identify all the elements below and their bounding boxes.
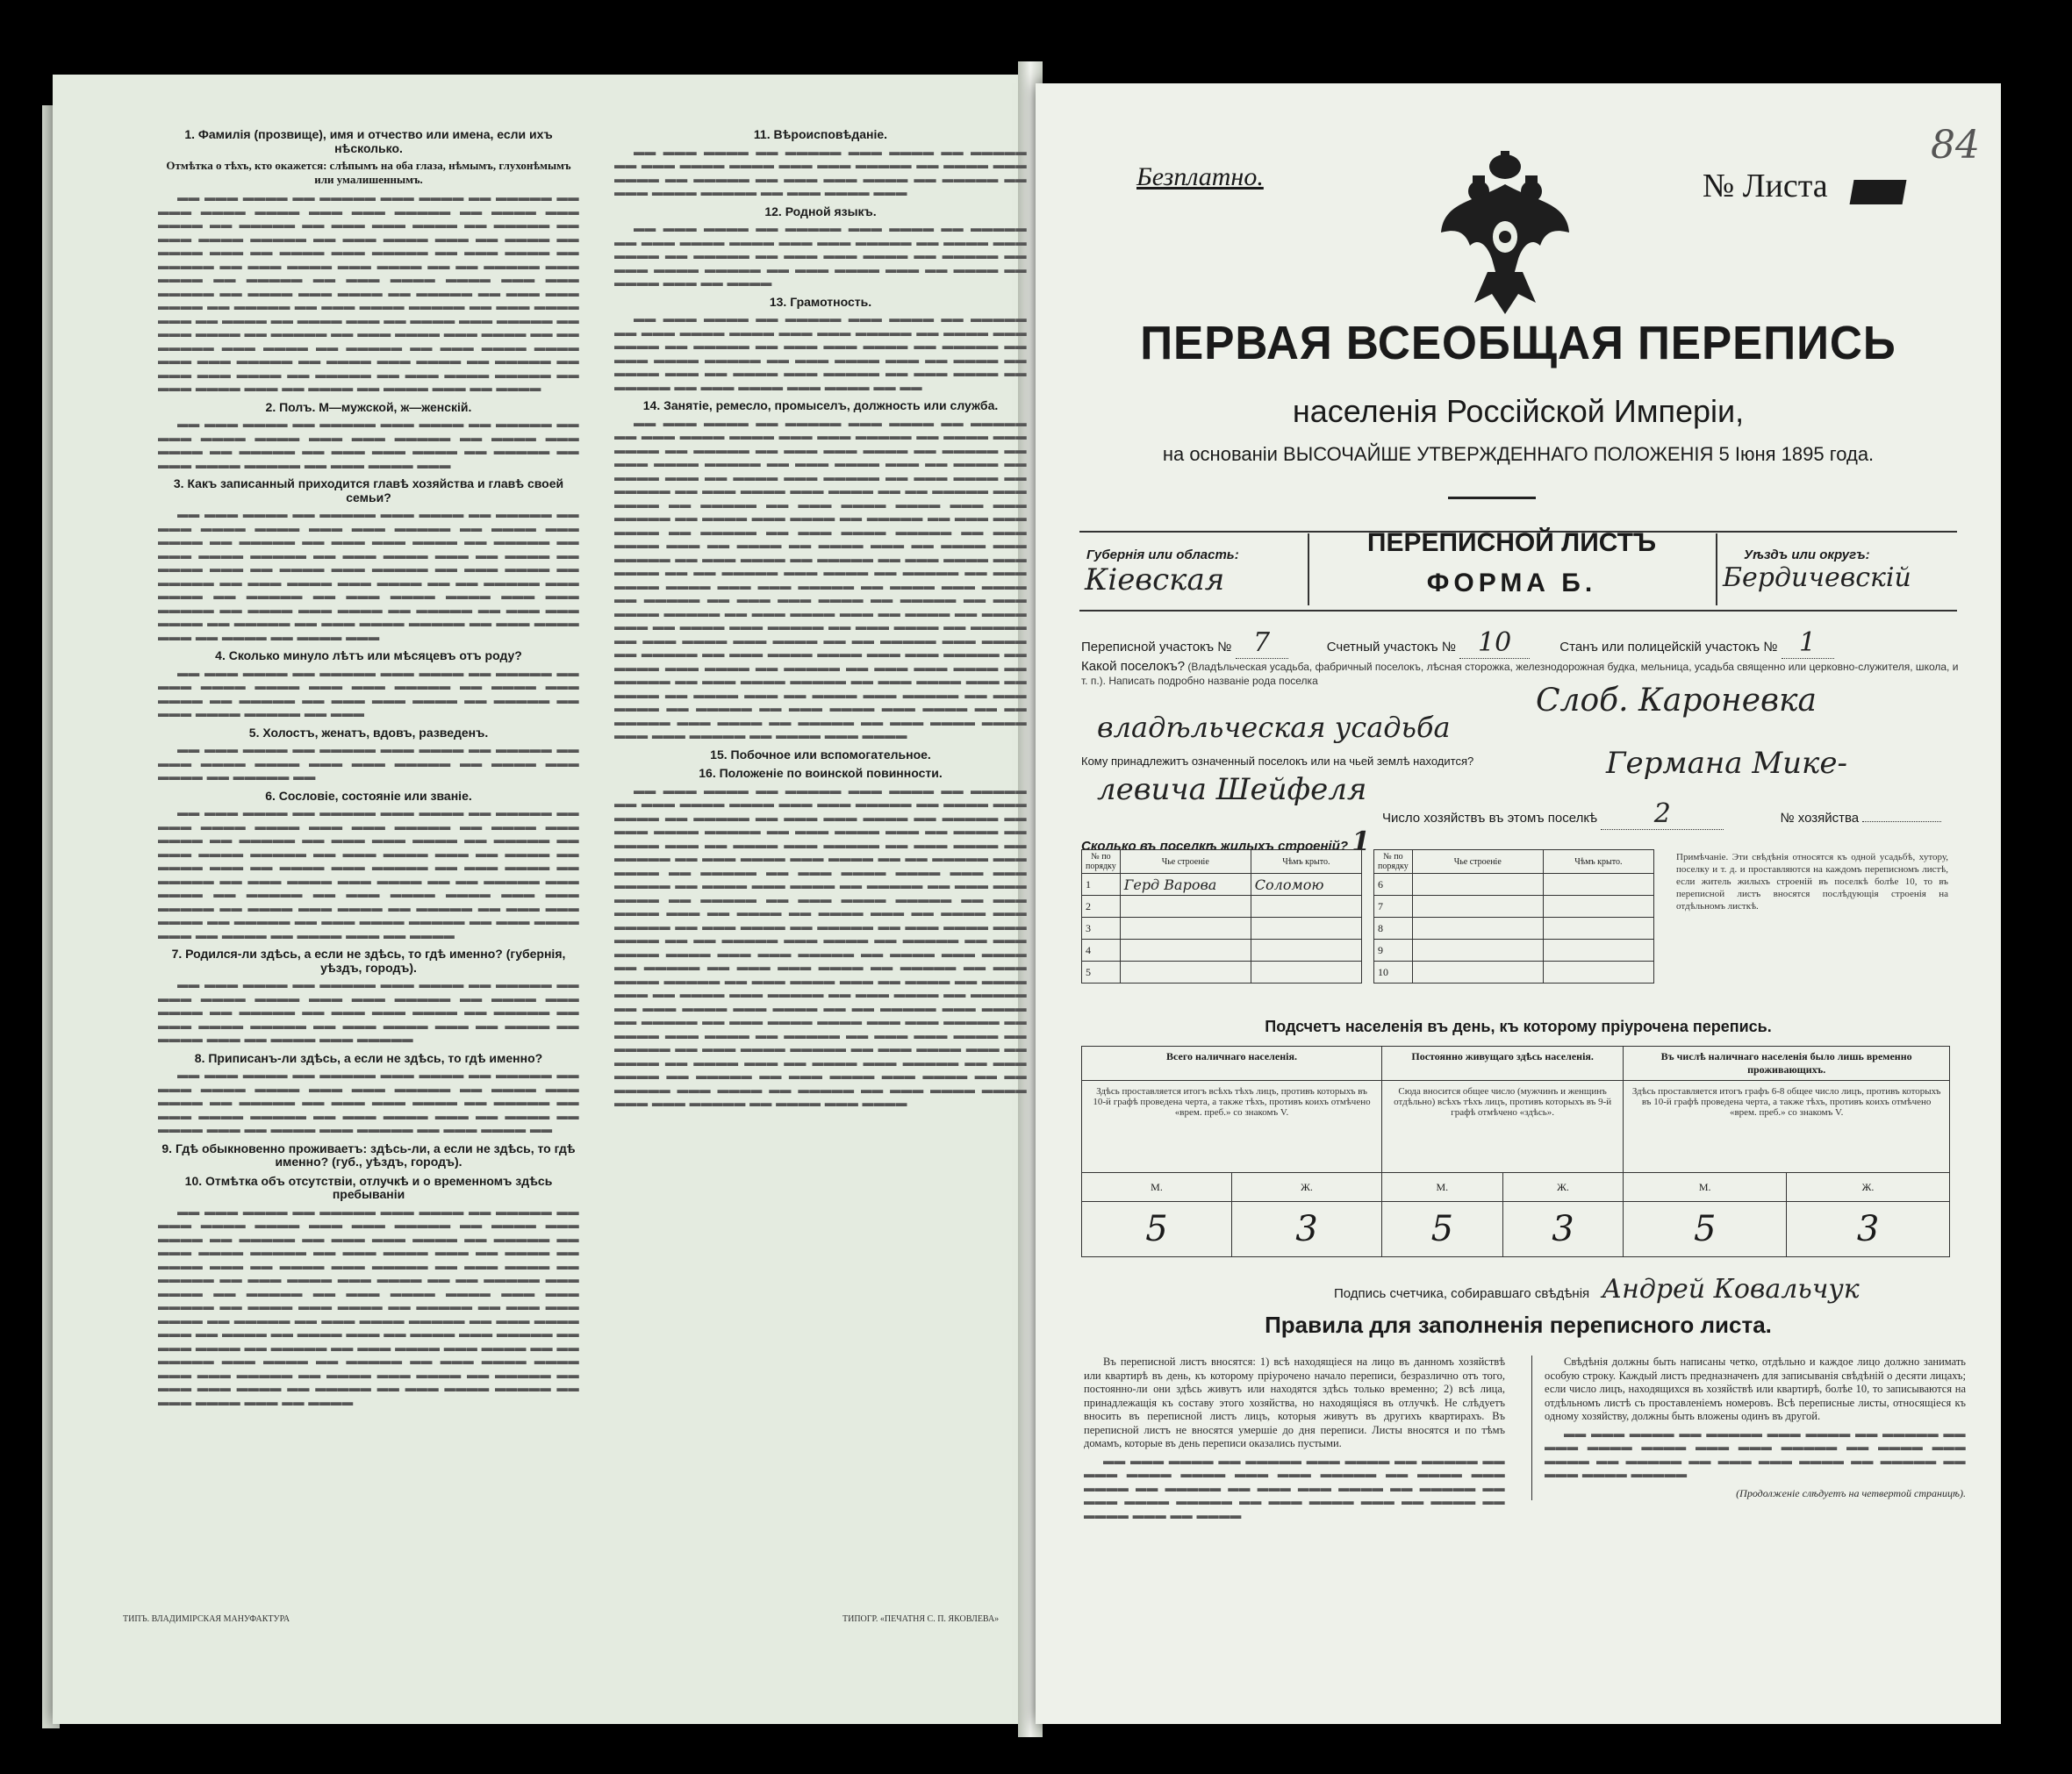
body-text: ▬▬ ▬▬▬ ▬▬▬▬ ▬▬ ▬▬▬▬▬ ▬▬▬ ▬▬▬▬ ▬▬ ▬▬▬▬▬ ▬▬ ▬▬▬ ▬▬▬▬ ▬▬▬▬ ▬▬▬ ▬▬▬ ▬▬▬▬▬ ▬▬ ▬▬▬▬ ▬▬▬ ▬▬▬▬ ▬▬ ▬▬▬▬▬ ▬▬ ▬▬▬ ▬▬▬ ▬▬▬▬ ▬▬ ▬▬▬▬▬ ▬▬ ▬▬▬ ▬▬▬▬ ▬▬▬▬▬ ▬▬ ▬▬▬ xyxy=(158,666,579,719)
province-box xyxy=(1081,533,1309,605)
table-row xyxy=(1082,896,1362,918)
section-title: 1. Фамилія (прозвище), имя и отчество или имена, если ихъ нѣсколько. xyxy=(184,127,553,155)
buildings-table-right xyxy=(1373,849,1654,984)
owner-value-2[interactable]: левича Шейфеля xyxy=(1097,772,1367,807)
table-row xyxy=(1374,918,1654,940)
census-subtitle: населенія Россійской Имперіи, xyxy=(1292,393,1745,429)
free-label: Безплатно. xyxy=(1136,162,1264,191)
province-value[interactable]: Кіевская xyxy=(1085,562,1225,597)
household-no-value[interactable] xyxy=(1862,821,1941,822)
rules-text: Въ переписной листъ вносятся: 1) всѣ находящіеся на лицо въ данномъ хозяйствѣ или квартирѣ въ день, къ которому пріурочено начало переписи, безразлично отъ того, постоянно-ли они здѣсь живутъ или находятся здѣсь только временно; 2) всѣ лица, принадлежащія къ составу этого хозяйства, но находящіяся въ отлучкѣ. Не слѣдуетъ вносить въ переписной листъ лицъ, которыя живутъ въ другихъ квартирахъ. Въ переписной листъ не вносятся умершіе до дня переписи. Листы вносятся и по тѣмъ домамъ, которые въ день переписи оказались пустыми. xyxy=(1084,1356,1505,1449)
row-roof[interactable] xyxy=(1251,940,1361,962)
row-roof[interactable] xyxy=(1543,874,1653,896)
body-text: ▬▬ ▬▬▬ ▬▬▬▬ ▬▬ ▬▬▬▬▬ ▬▬▬ ▬▬▬▬ ▬▬ ▬▬▬▬▬ ▬▬ ▬▬▬ ▬▬▬▬ ▬▬▬▬ ▬▬▬ ▬▬▬ ▬▬▬▬▬ ▬▬ ▬▬▬▬ ▬▬▬ ▬▬▬▬ ▬▬ ▬▬▬▬▬ ▬▬ ▬▬▬ ▬▬▬ ▬▬▬▬ ▬▬ ▬▬▬▬▬ ▬▬ ▬▬▬ ▬▬▬▬ ▬▬▬▬▬ ▬▬ ▬▬▬ ▬▬▬▬ ▬▬▬ xyxy=(614,145,1027,198)
male-label: М. xyxy=(1082,1173,1232,1202)
body-text: ▬▬ ▬▬▬ ▬▬▬▬ ▬▬ ▬▬▬▬▬ ▬▬▬ ▬▬▬▬ ▬▬ ▬▬▬▬▬ ▬▬ ▬▬▬ ▬▬▬▬ ▬▬▬▬ ▬▬▬ ▬▬▬ ▬▬▬▬▬ ▬▬ ▬▬▬▬ ▬▬▬ ▬▬▬▬ ▬▬ ▬▬▬▬▬ ▬▬ ▬▬▬ ▬▬▬ ▬▬▬▬ ▬▬ ▬▬▬▬▬ ▬▬ ▬▬▬ ▬▬▬▬ ▬▬▬▬▬ ▬▬ ▬▬▬ ▬▬▬▬ ▬▬▬ ▬▬ ▬▬▬▬ ▬▬ ▬▬▬▬ ▬▬▬ ▬▬ ▬▬▬▬ ▬▬▬ ▬▬▬▬▬ ▬▬ ▬▬▬ ▬▬▬▬ ▬▬ ▬▬▬▬▬ ▬▬ ▬▬▬ ▬▬▬▬ ▬▬▬ ▬▬▬▬ ▬▬ ▬▬ ▬▬▬▬▬ ▬▬▬ ▬▬▬▬ ▬▬ ▬▬▬▬▬ ▬▬ ▬▬▬ ▬▬▬▬ ▬▬▬▬ ▬▬▬ ▬▬▬ ▬▬▬▬▬ ▬▬ ▬▬▬▬ ▬▬▬ ▬▬▬▬ ▬▬ ▬▬▬▬▬ ▬▬ ▬▬▬ ▬▬▬ ▬▬▬▬ ▬▬ ▬▬▬▬▬ ▬▬ ▬▬▬ ▬▬▬▬ ▬▬▬▬▬ ▬▬ ▬▬▬ ▬▬▬▬ ▬▬▬ ▬▬ ▬▬▬▬ ▬▬ ▬▬▬▬ ▬▬▬ ▬▬ ▬▬▬▬ ▬▬▬ ▬▬▬▬▬ ▬▬ ▬▬▬ ▬▬▬▬ ▬▬ ▬▬▬▬▬ ▬▬ ▬▬▬ ▬▬▬▬ ▬▬▬ ▬▬▬▬ ▬▬ ▬▬ ▬▬▬▬▬ ▬▬▬ ▬▬▬▬ ▬▬ ▬▬▬▬▬ ▬▬ ▬▬▬ ▬▬▬▬ ▬▬▬▬ ▬▬▬ ▬▬▬ ▬▬▬▬▬ ▬▬ ▬▬▬▬ ▬▬▬ ▬▬▬▬ ▬▬ ▬▬▬▬▬ ▬▬ ▬▬▬ ▬▬▬ ▬▬▬▬ ▬▬ ▬▬▬▬▬ ▬▬ ▬▬▬ ▬▬▬▬ ▬▬▬▬▬ ▬▬ ▬▬▬ ▬▬▬▬ ▬▬▬ ▬▬ ▬▬▬▬ ▬▬ ▬▬▬▬ ▬▬▬ ▬▬ ▬▬▬▬ ▬▬▬ ▬▬▬▬▬ ▬▬ ▬▬▬ ▬▬▬▬ ▬▬ ▬▬▬▬▬ ▬▬ ▬▬▬ ▬▬▬▬ ▬▬▬ ▬▬▬▬ ▬▬ ▬▬ ▬▬▬▬▬ ▬▬▬ ▬▬▬▬ ▬▬ ▬▬▬▬▬ ▬▬ ▬▬▬ ▬▬▬▬ ▬▬▬▬ ▬▬▬ ▬▬▬ ▬▬▬▬▬ ▬▬ ▬▬▬▬ ▬▬▬ ▬▬▬▬ ▬▬ ▬▬▬▬▬ ▬▬ ▬▬▬ ▬▬▬ ▬▬▬▬ ▬▬ ▬▬▬▬▬ ▬▬ ▬▬▬ ▬▬▬▬ ▬▬▬▬▬ ▬▬ ▬▬▬ ▬▬▬▬ ▬▬▬ ▬▬ ▬▬▬▬ ▬▬ ▬▬▬▬ ▬▬▬ ▬▬ ▬▬▬▬ ▬▬▬ ▬▬▬▬▬ ▬▬ ▬▬▬ ▬▬▬▬ ▬▬ ▬▬▬▬▬ ▬▬ ▬▬▬ ▬▬▬▬ ▬▬▬ ▬▬▬▬ ▬▬ ▬▬ ▬▬▬▬▬ ▬▬▬ ▬▬▬▬ ▬▬ ▬▬▬▬▬ ▬▬ ▬▬▬ ▬▬▬▬ ▬▬▬▬ ▬▬▬ ▬▬▬ ▬▬▬▬▬ ▬▬ ▬▬▬▬ ▬▬▬ ▬▬▬▬ xyxy=(614,783,1027,1109)
settlement-label: Какой поселокъ? xyxy=(1081,659,1186,674)
row-owner[interactable] xyxy=(1120,940,1251,962)
row-owner[interactable] xyxy=(1412,962,1543,984)
section-title: 4. Сколько минуло лѣтъ или мѣсяцевъ отъ роду? xyxy=(215,648,522,662)
buildings-label: Сколько въ поселкѣ жилыхъ строеній? xyxy=(1081,839,1349,854)
body-text: ▬▬ ▬▬▬ ▬▬▬▬ ▬▬ ▬▬▬▬▬ ▬▬▬ ▬▬▬▬ ▬▬ ▬▬▬▬▬ ▬▬ ▬▬▬ ▬▬▬▬ ▬▬▬▬ ▬▬▬ ▬▬▬ ▬▬▬▬▬ ▬▬ ▬▬▬▬ ▬▬▬ ▬▬▬▬ ▬▬ ▬▬▬▬▬ ▬▬ ▬▬▬ ▬▬▬ ▬▬▬▬ ▬▬ ▬▬▬▬▬ ▬▬ ▬▬▬ ▬▬▬▬ ▬▬▬▬▬ ▬▬ ▬▬▬ ▬▬▬▬ ▬▬▬ ▬▬ ▬▬▬▬ ▬▬ ▬▬▬▬ ▬▬▬ ▬▬ ▬▬▬▬ ▬▬▬ ▬▬▬▬▬ ▬▬ ▬▬▬ ▬▬▬▬ ▬▬ ▬▬▬▬▬ ▬▬ ▬▬▬ ▬▬▬▬ ▬▬▬ ▬▬▬▬ ▬▬ ▬▬ xyxy=(614,312,1027,393)
row-roof[interactable]: Соломою xyxy=(1251,874,1361,896)
row-owner[interactable] xyxy=(1120,918,1251,940)
body-text: ▬▬ ▬▬▬ ▬▬▬▬ ▬▬ ▬▬▬▬▬ ▬▬▬ ▬▬▬▬ ▬▬ ▬▬▬▬▬ ▬▬ ▬▬▬ ▬▬▬▬ ▬▬▬▬ ▬▬▬ ▬▬▬ ▬▬▬▬▬ ▬▬ ▬▬▬▬ ▬▬▬ ▬▬▬▬ ▬▬ ▬▬▬▬▬ ▬▬ ▬▬▬ ▬▬▬ ▬▬▬▬ ▬▬ ▬▬▬▬▬ ▬▬ ▬▬▬ ▬▬▬▬ ▬▬▬▬▬ ▬▬ ▬▬▬ ▬▬▬▬ ▬▬▬ ▬▬ ▬▬▬▬ ▬▬ ▬▬▬▬ ▬▬▬ ▬▬ ▬▬▬▬ ▬▬▬ ▬▬▬▬▬ ▬▬ ▬▬▬ ▬▬▬▬ ▬▬ xyxy=(158,1069,579,1135)
buildings-note: Примѣчаніе. Эти свѣдѣнія относятся къ одной усадьбѣ, хутору, поселку и т. д. и проставляются на каждомъ переписномъ листѣ, если житель жилыхъ строеній въ поселкѣ болѣе 10, то въ переписной листъ вносятся послѣдующія строенія на отдѣльномъ листкѣ. xyxy=(1676,852,1948,912)
section-title: 10. Отмѣтка объ отсутствіи, отлучкѣ и о временномъ здѣсь пребываніи xyxy=(184,1173,553,1201)
table-row xyxy=(1082,940,1362,962)
population-title: Подсчетъ населенія въ день, къ которому пріурочена перепись. xyxy=(1265,1018,1772,1035)
population-desc-permanent: Сюда вносится общее число (мужчинъ и женщинъ отдѣльно) всѣхъ тѣхъ лицъ, противъ которыхъ въ 9-й графѣ отмѣчено «здѣсь». xyxy=(1382,1081,1624,1173)
body-text: ▬▬ ▬▬▬ ▬▬▬▬ ▬▬ ▬▬▬▬▬ ▬▬▬ ▬▬▬▬ ▬▬ ▬▬▬▬▬ ▬▬ ▬▬▬ ▬▬▬▬ ▬▬▬▬ ▬▬▬ ▬▬▬ ▬▬▬▬▬ ▬▬ ▬▬▬▬ ▬▬▬ ▬▬▬▬ ▬▬ ▬▬▬▬▬ ▬▬ ▬▬▬ ▬▬▬ ▬▬▬▬ ▬▬ ▬▬▬▬▬ ▬▬ ▬▬▬ ▬▬▬▬ ▬▬▬▬▬ ▬▬ ▬▬▬ ▬▬▬▬ ▬▬▬ ▬▬ ▬▬▬▬ ▬▬ ▬▬▬▬ ▬▬▬ ▬▬ ▬▬▬▬ ▬▬▬ ▬▬▬▬▬ ▬▬ ▬▬▬ ▬▬▬▬ ▬▬ ▬▬▬▬▬ ▬▬ ▬▬▬ ▬▬▬▬ ▬▬▬ ▬▬▬▬ ▬▬ ▬▬ ▬▬▬▬▬ ▬▬▬ ▬▬▬▬ ▬▬ ▬▬▬▬▬ ▬▬ ▬▬▬ ▬▬▬▬ ▬▬▬▬ ▬▬▬ ▬▬▬ ▬▬▬▬▬ ▬▬ ▬▬▬▬ ▬▬▬ ▬▬▬▬ ▬▬ ▬▬▬▬▬ ▬▬ ▬▬▬ ▬▬▬ ▬▬▬▬ ▬▬ ▬▬▬▬▬ ▬▬ ▬▬▬ ▬▬▬▬ ▬▬▬▬▬ ▬▬ ▬▬▬ ▬▬▬▬ ▬▬▬ ▬▬ ▬▬▬▬ ▬▬ ▬▬▬▬ ▬▬▬ ▬▬ ▬▬▬▬ xyxy=(158,806,579,941)
row-roof[interactable] xyxy=(1251,918,1361,940)
permanent-male-value[interactable]: 5 xyxy=(1382,1202,1503,1257)
female-label: Ж. xyxy=(1787,1173,1950,1202)
male-label: М. xyxy=(1624,1173,1787,1202)
row-number: 2 xyxy=(1082,896,1121,918)
owner-value[interactable]: Германа Мике- xyxy=(1606,746,1847,781)
section-title: 11. Вѣроисповѣданіе. xyxy=(753,127,888,141)
district-box xyxy=(1716,533,1956,605)
sheet-title: ПЕРЕПИСНОЙ ЛИСТЪ xyxy=(1366,528,1657,557)
row-owner[interactable] xyxy=(1412,940,1543,962)
col-header-roof: Чѣмъ крыто. xyxy=(1543,850,1653,874)
temporary-female-value[interactable]: 3 xyxy=(1787,1202,1950,1257)
form-title: ФОРМА Б. xyxy=(1426,569,1597,597)
buildings-table-left xyxy=(1081,849,1362,984)
rules-text: Свѣдѣнія должны быть написаны четко, отдѣльно и каждое лицо должно занимать особую строку. Каждый листъ предназначенъ для записыванія свѣдѣній о десяти лицахъ; если число лицъ, находящихся въ хозяйствѣ или квартирѣ, болѣе 10, то записываются на отдѣльномъ листѣ съ проставленіемъ номеровъ. Всѣ переписные листы, относящіеся къ одному хозяйству, должны быть вложены одинъ въ другой. xyxy=(1545,1356,1966,1422)
total-female-value[interactable]: 3 xyxy=(1232,1202,1382,1257)
double-headed-eagle-emblem-icon xyxy=(1439,149,1571,316)
rules-column-1 xyxy=(1084,1356,1505,1526)
rules-title: Правила для заполненія переписного листа. xyxy=(1265,1312,1772,1338)
body-text: ▬▬ ▬▬▬ ▬▬▬▬ ▬▬ ▬▬▬▬▬ ▬▬▬ ▬▬▬▬ ▬▬ ▬▬▬▬▬ ▬▬ ▬▬▬ ▬▬▬▬ ▬▬▬▬ ▬▬▬ ▬▬▬ ▬▬▬▬▬ ▬▬ ▬▬▬▬ ▬▬▬ ▬▬▬▬ ▬▬ ▬▬▬▬▬ ▬▬ ▬▬▬ ▬▬▬ ▬▬▬▬ ▬▬ ▬▬▬▬▬ ▬▬ ▬▬▬ ▬▬▬▬ ▬▬▬▬▬ ▬▬ ▬▬▬ ▬▬▬▬ ▬▬▬ ▬▬ ▬▬▬▬ ▬▬ ▬▬▬▬ ▬▬▬ ▬▬ ▬▬▬▬ ▬▬▬ ▬▬▬▬▬ xyxy=(158,978,579,1045)
left-column-1 xyxy=(158,123,579,1413)
sheet-number-label: № Листа xyxy=(1703,168,1828,204)
households-label: Число хозяйствъ въ этомъ поселкѣ xyxy=(1382,811,1598,826)
row-owner[interactable] xyxy=(1412,874,1543,896)
table-row xyxy=(1374,962,1654,984)
row-number: 1 xyxy=(1082,874,1121,896)
row-number: 9 xyxy=(1374,940,1413,962)
col-header-number: № по порядку xyxy=(1374,850,1413,874)
row-roof[interactable] xyxy=(1251,962,1361,984)
section-title: 15. Побочное или вспомогательное. xyxy=(710,747,931,762)
stan-label: Станъ или полицейскій участокъ № xyxy=(1559,640,1778,655)
population-table xyxy=(1081,1046,1950,1257)
body-text: ▬▬ ▬▬▬ ▬▬▬▬ ▬▬ ▬▬▬▬▬ ▬▬▬ ▬▬▬▬ ▬▬ ▬▬▬▬▬ ▬▬ ▬▬▬ ▬▬▬▬ ▬▬▬▬ ▬▬▬ ▬▬▬ ▬▬▬▬▬ ▬▬ ▬▬▬▬ ▬▬▬ ▬▬▬▬ ▬▬ ▬▬▬▬▬ ▬▬ ▬▬▬ ▬▬▬ ▬▬▬▬ ▬▬ ▬▬▬▬▬ ▬▬ ▬▬▬ ▬▬▬▬ ▬▬▬▬▬ ▬▬ ▬▬▬ ▬▬▬▬ ▬▬▬ ▬▬ ▬▬▬▬ ▬▬ ▬▬▬▬ ▬▬▬ ▬▬ ▬▬▬▬ xyxy=(614,222,1027,289)
section-title: 12. Родной языкъ. xyxy=(764,204,877,218)
section-title: 5. Холостъ, женатъ, вдовъ, разведенъ. xyxy=(248,725,489,740)
continued-note: (Продолженіе слѣдуетъ на четвертой страницѣ). xyxy=(1736,1486,1966,1499)
body-text: ▬▬ ▬▬▬ ▬▬▬▬ ▬▬ ▬▬▬▬▬ ▬▬▬ ▬▬▬▬ ▬▬ ▬▬▬▬▬ ▬▬ ▬▬▬ ▬▬▬▬ ▬▬▬▬ ▬▬▬ ▬▬▬ ▬▬▬▬▬ ▬▬ ▬▬▬▬ ▬▬▬ ▬▬▬▬ ▬▬ ▬▬▬▬▬ ▬▬ ▬▬▬ ▬▬▬ ▬▬▬▬ ▬▬ ▬▬▬▬▬ ▬▬ ▬▬▬ ▬▬▬▬ ▬▬▬▬▬ ▬▬ ▬▬▬ ▬▬▬▬ ▬▬▬ ▬▬ ▬▬▬▬ ▬▬ ▬▬▬▬ ▬▬▬ ▬▬ ▬▬▬▬ xyxy=(1084,1454,1505,1521)
male-label: М. xyxy=(1382,1173,1503,1202)
section-title: 6. Сословіе, состояніе или званіе. xyxy=(265,788,472,803)
stan-value[interactable]: 1 xyxy=(1782,627,1834,659)
row-owner[interactable] xyxy=(1412,896,1543,918)
body-text: ▬▬ ▬▬▬ ▬▬▬▬ ▬▬ ▬▬▬▬▬ ▬▬▬ ▬▬▬▬ ▬▬ ▬▬▬▬▬ ▬▬ ▬▬▬ ▬▬▬▬ ▬▬▬▬ ▬▬▬ ▬▬▬ ▬▬▬▬▬ ▬▬ ▬▬▬▬ ▬▬▬ ▬▬▬▬ ▬▬ ▬▬▬▬▬ ▬▬ ▬▬▬ ▬▬▬ ▬▬▬▬ ▬▬ ▬▬▬▬▬ ▬▬ ▬▬▬ ▬▬▬▬ ▬▬▬▬▬ xyxy=(1545,1427,1966,1480)
section-title: 2. Полъ. М—мужской, ж—женскій. xyxy=(265,399,472,414)
divider xyxy=(1448,497,1536,499)
printer-footer-right: ТИПОГР. «ПЕЧАТНЯ С. П. ЯКОВЛЕВА» xyxy=(842,1614,1000,1624)
population-header-temporary: Въ числѣ наличнаго населенія было лишь временно проживающихъ. xyxy=(1624,1047,1950,1081)
row-number: 6 xyxy=(1374,874,1413,896)
district-label: Уѣздъ или округъ: xyxy=(1744,547,1870,562)
census-title: ПЕРВАЯ ВСЕОБЩАЯ ПЕРЕПИСЬ xyxy=(1140,317,1896,369)
permanent-female-value[interactable]: 3 xyxy=(1502,1202,1624,1257)
row-roof[interactable] xyxy=(1543,940,1653,962)
census-basis: на основаніи ВЫСОЧАЙШЕ УТВЕРЖДЕННАГО ПОЛОЖЕНІЯ 5 Іюня 1895 года. xyxy=(1162,443,1875,465)
section-title: 16. Положеніе по воинской повинности. xyxy=(699,766,943,780)
population-desc-temporary: Здѣсь проставляется итогъ графъ 6-8 общее число лицъ, противъ которыхъ въ 10-й графѣ проведена черта, а также тѣхъ, противъ коихъ отмѣчено «врем. преб.» со знакомъ V. xyxy=(1624,1081,1950,1173)
left-column-2 xyxy=(614,123,1027,1114)
row-number: 10 xyxy=(1374,962,1413,984)
body-text: ▬▬ ▬▬▬ ▬▬▬▬ ▬▬ ▬▬▬▬▬ ▬▬▬ ▬▬▬▬ ▬▬ ▬▬▬▬▬ ▬▬ ▬▬▬ ▬▬▬▬ ▬▬▬▬ ▬▬▬ ▬▬▬ ▬▬▬▬▬ ▬▬ ▬▬▬▬ ▬▬▬ ▬▬▬▬ ▬▬ ▬▬▬▬▬ ▬▬ ▬▬▬ ▬▬▬ ▬▬▬▬ ▬▬ ▬▬▬▬▬ ▬▬ ▬▬▬ ▬▬▬▬ ▬▬▬▬▬ ▬▬ ▬▬▬ ▬▬▬▬ ▬▬▬ ▬▬ ▬▬▬▬ ▬▬ ▬▬▬▬ ▬▬▬ ▬▬ ▬▬▬▬ ▬▬▬ ▬▬▬▬▬ ▬▬ ▬▬▬ ▬▬▬▬ ▬▬ ▬▬▬▬▬ ▬▬ ▬▬▬ ▬▬▬▬ ▬▬▬ ▬▬▬▬ ▬▬ ▬▬ ▬▬▬▬▬ ▬▬▬ ▬▬▬▬ ▬▬ ▬▬▬▬▬ ▬▬ ▬▬▬ ▬▬▬▬ ▬▬▬▬ ▬▬▬ ▬▬▬ ▬▬▬▬▬ ▬▬ ▬▬▬▬ ▬▬▬ ▬▬▬▬ ▬▬ ▬▬▬▬▬ ▬▬ ▬▬▬ ▬▬▬ ▬▬▬▬ ▬▬ ▬▬▬▬▬ ▬▬ ▬▬▬ ▬▬▬▬ ▬▬▬▬▬ ▬▬ ▬▬▬ ▬▬▬▬ ▬▬▬ ▬▬ ▬▬▬▬ ▬▬ ▬▬▬▬ ▬▬▬ ▬▬ ▬▬▬▬ ▬▬▬ ▬▬▬▬▬ ▬▬ ▬▬▬ ▬▬▬▬ ▬▬ ▬▬▬▬▬ ▬▬ ▬▬▬ ▬▬▬▬ ▬▬▬ ▬▬▬▬ ▬▬ ▬▬ ▬▬▬▬▬ ▬▬▬ ▬▬▬▬ ▬▬ ▬▬▬▬▬ ▬▬ ▬▬▬ ▬▬▬▬ ▬▬▬▬ ▬▬▬ ▬▬▬ ▬▬▬▬▬ ▬▬ ▬▬▬▬ ▬▬▬ ▬▬▬▬ ▬▬ ▬▬▬▬▬ ▬▬ ▬▬▬ ▬▬▬ ▬▬▬▬ ▬▬ ▬▬▬▬▬ ▬▬ ▬▬▬ ▬▬▬▬ ▬▬▬▬▬ ▬▬ ▬▬▬ ▬▬▬▬ ▬▬▬ ▬▬ ▬▬▬▬ ▬▬ ▬▬▬▬ ▬▬▬ ▬▬ ▬▬▬▬ xyxy=(158,191,579,394)
body-text: ▬▬ ▬▬▬ ▬▬▬▬ ▬▬ ▬▬▬▬▬ ▬▬▬ ▬▬▬▬ ▬▬ ▬▬▬▬▬ ▬▬ ▬▬▬ ▬▬▬▬ ▬▬▬▬ ▬▬▬ ▬▬▬ ▬▬▬▬▬ ▬▬ ▬▬▬▬ ▬▬▬ ▬▬▬▬ ▬▬ ▬▬▬▬▬ ▬▬ ▬▬▬ ▬▬▬ ▬▬▬▬ ▬▬ ▬▬▬▬▬ ▬▬ ▬▬▬ ▬▬▬▬ ▬▬▬▬▬ ▬▬ ▬▬▬ ▬▬▬▬ ▬▬▬ ▬▬ ▬▬▬▬ ▬▬ ▬▬▬▬ ▬▬▬ ▬▬ ▬▬▬▬ ▬▬▬ ▬▬▬▬▬ ▬▬ ▬▬▬ ▬▬▬▬ ▬▬ ▬▬▬▬▬ ▬▬ ▬▬▬ ▬▬▬▬ ▬▬▬ ▬▬▬▬ ▬▬ ▬▬ ▬▬▬▬▬ ▬▬▬ ▬▬▬▬ ▬▬ ▬▬▬▬▬ ▬▬ ▬▬▬ ▬▬▬▬ ▬▬▬▬ ▬▬▬ ▬▬▬ ▬▬▬▬▬ ▬▬ ▬▬▬▬ ▬▬▬ ▬▬▬▬ ▬▬ ▬▬▬▬▬ ▬▬ ▬▬▬ ▬▬▬ ▬▬▬▬ ▬▬ ▬▬▬▬▬ ▬▬ ▬▬▬ ▬▬▬▬ ▬▬▬▬▬ ▬▬ ▬▬▬ ▬▬▬▬ ▬▬▬ ▬▬ ▬▬▬▬ ▬▬ ▬▬▬▬ ▬▬▬ xyxy=(158,508,579,643)
table-row xyxy=(1082,918,1362,940)
section-title: 14. Занятіе, ремесло, промыселъ, должность или служба. xyxy=(642,398,999,412)
section-subtitle: Отмѣтка о тѣхъ, кто окажется: слѣпымъ на оба глаза, нѣмымъ, глухонѣмымъ или умалишеннымъ. xyxy=(166,159,571,186)
body-text: ▬▬ ▬▬▬ ▬▬▬▬ ▬▬ ▬▬▬▬▬ ▬▬▬ ▬▬▬▬ ▬▬ ▬▬▬▬▬ ▬▬ ▬▬▬ ▬▬▬▬ ▬▬▬▬ ▬▬▬ ▬▬▬ ▬▬▬▬▬ ▬▬ ▬▬▬▬ ▬▬▬ ▬▬▬▬ ▬▬ ▬▬▬▬▬ ▬▬ ▬▬▬ ▬▬▬ ▬▬▬▬ ▬▬ ▬▬▬▬▬ ▬▬ ▬▬▬ ▬▬▬▬ ▬▬▬▬▬ ▬▬ ▬▬▬ ▬▬▬▬ ▬▬▬ ▬▬ ▬▬▬▬ ▬▬ ▬▬▬▬ ▬▬▬ ▬▬ ▬▬▬▬ ▬▬▬ ▬▬▬▬▬ ▬▬ ▬▬▬ ▬▬▬▬ ▬▬ ▬▬▬▬▬ ▬▬ ▬▬▬ ▬▬▬▬ ▬▬▬ ▬▬▬▬ ▬▬ ▬▬ ▬▬▬▬▬ ▬▬▬ ▬▬▬▬ ▬▬ ▬▬▬▬▬ ▬▬ ▬▬▬ ▬▬▬▬ ▬▬▬▬ ▬▬▬ ▬▬▬ ▬▬▬▬▬ ▬▬ ▬▬▬▬ ▬▬▬ ▬▬▬▬ ▬▬ ▬▬▬▬▬ ▬▬ ▬▬▬ ▬▬▬ ▬▬▬▬ ▬▬ ▬▬▬▬▬ ▬▬ ▬▬▬ ▬▬▬▬ ▬▬▬▬▬ ▬▬ ▬▬▬ ▬▬▬▬ ▬▬▬ ▬▬ ▬▬▬▬ ▬▬ ▬▬▬▬ ▬▬▬ ▬▬ ▬▬▬▬ ▬▬▬ ▬▬▬▬▬ ▬▬ ▬▬▬ ▬▬▬▬ ▬▬ ▬▬▬▬▬ ▬▬ ▬▬▬ ▬▬▬▬ ▬▬▬ ▬▬▬▬ ▬▬ ▬▬ ▬▬▬▬▬ ▬▬▬ ▬▬▬▬ ▬▬ ▬▬▬▬▬ ▬▬ ▬▬▬ ▬▬▬▬ ▬▬▬▬ ▬▬▬ ▬▬▬ ▬▬▬▬▬ ▬▬ ▬▬▬▬ ▬▬▬ ▬▬▬▬ ▬▬ ▬▬▬▬▬ ▬▬ ▬▬▬ ▬▬▬ ▬▬▬▬ ▬▬ ▬▬▬▬▬ ▬▬ ▬▬▬ ▬▬▬▬ ▬▬▬▬▬ ▬▬ ▬▬▬ ▬▬▬▬ ▬▬▬ ▬▬ ▬▬▬▬ ▬▬ ▬▬▬▬ ▬▬▬ ▬▬ ▬▬▬▬ ▬▬▬ ▬▬▬▬▬ ▬▬ ▬▬▬ ▬▬▬▬ ▬▬ ▬▬▬▬▬ ▬▬ ▬▬▬ ▬▬▬▬ ▬▬▬ ▬▬▬▬ ▬▬ ▬▬ ▬▬▬▬▬ ▬▬▬ ▬▬▬▬ ▬▬ ▬▬▬▬▬ ▬▬ ▬▬▬ ▬▬▬▬ ▬▬▬▬ ▬▬▬ ▬▬▬ ▬▬▬▬▬ ▬▬ ▬▬▬▬ ▬▬▬ ▬▬▬▬ ▬▬ ▬▬▬▬▬ ▬▬ ▬▬▬ ▬▬▬ ▬▬▬▬ ▬▬ ▬▬▬▬▬ ▬▬ ▬▬▬ ▬▬▬▬ ▬▬▬▬▬ ▬▬ ▬▬▬ ▬▬▬▬ ▬▬▬ ▬▬ ▬▬▬▬ ▬▬ ▬▬▬▬ ▬▬▬ ▬▬ ▬▬▬▬ ▬▬▬ ▬▬▬▬▬ ▬▬ ▬▬▬ ▬▬▬▬ ▬▬ ▬▬▬▬▬ ▬▬ ▬▬▬ ▬▬▬▬ ▬▬▬ ▬▬▬▬ ▬▬ ▬▬ ▬▬▬▬▬ ▬▬▬ ▬▬▬▬ ▬▬ ▬▬▬▬▬ ▬▬ ▬▬▬ ▬▬▬▬ ▬▬▬▬ ▬▬▬ ▬▬▬ ▬▬▬▬▬ ▬▬ ▬▬▬▬ ▬▬▬ ▬▬▬▬ xyxy=(614,416,1027,741)
col-header-owner: Чье строеніе xyxy=(1412,850,1543,874)
census-district-value[interactable]: 7 xyxy=(1236,627,1288,659)
section-title: 9. Гдѣ обыкновенно проживаетъ: здѣсь-ли, а если не здѣсь, то гдѣ именно? (губ., уѣздъ, городъ). xyxy=(161,1141,576,1169)
female-label: Ж. xyxy=(1502,1173,1624,1202)
count-district-value[interactable]: 10 xyxy=(1459,627,1530,659)
signature-value[interactable]: Андрей Ковальчук xyxy=(1602,1274,1860,1305)
section-title: 13. Грамотность. xyxy=(769,294,872,309)
province-label: Губернія или область: xyxy=(1086,547,1239,562)
female-label: Ж. xyxy=(1232,1173,1382,1202)
household-no-label: № хозяйства xyxy=(1780,811,1860,826)
table-row xyxy=(1374,874,1654,896)
rules-column-2 xyxy=(1531,1356,1966,1500)
total-male-value[interactable]: 5 xyxy=(1082,1202,1232,1257)
population-header-total: Всего наличнаго населенія. xyxy=(1082,1047,1382,1081)
table-row xyxy=(1374,940,1654,962)
row-number: 4 xyxy=(1082,940,1121,962)
row-roof[interactable] xyxy=(1543,896,1653,918)
row-number: 5 xyxy=(1082,962,1121,984)
row-number: 3 xyxy=(1082,918,1121,940)
section-title: 7. Родился-ли здѣсь, а если не здѣсь, то гдѣ именно? (губернія, уѣздъ, городъ). xyxy=(171,947,566,975)
households-row xyxy=(1382,798,1941,830)
row-owner[interactable] xyxy=(1120,962,1251,984)
settlement-value-2[interactable]: владѣльческая усадьба xyxy=(1097,711,1451,744)
count-district-label: Счетный участокъ № xyxy=(1326,640,1456,655)
body-text: ▬▬ ▬▬▬ ▬▬▬▬ ▬▬ ▬▬▬▬▬ ▬▬▬ ▬▬▬▬ ▬▬ ▬▬▬▬▬ ▬▬ ▬▬▬ ▬▬▬▬ ▬▬▬▬ ▬▬▬ ▬▬▬ ▬▬▬▬▬ ▬▬ ▬▬▬▬ ▬▬▬ ▬▬▬▬ ▬▬ ▬▬▬▬▬ ▬▬ ▬▬▬ ▬▬▬ ▬▬▬▬ ▬▬ ▬▬▬▬▬ ▬▬ ▬▬▬ ▬▬▬▬ ▬▬▬▬▬ ▬▬ ▬▬▬ ▬▬▬▬ ▬▬▬ xyxy=(158,418,579,471)
row-owner[interactable] xyxy=(1412,918,1543,940)
section-title: 3. Какъ записанный приходится главѣ хозяйства и главѣ своей семьи? xyxy=(173,476,564,504)
row-number: 8 xyxy=(1374,918,1413,940)
settlement-value[interactable]: Слоб. Кароневка xyxy=(1536,683,1817,719)
buildings-value[interactable]: 1 xyxy=(1351,826,1371,857)
ink-blot xyxy=(1850,180,1907,204)
row-number: 7 xyxy=(1374,896,1413,918)
census-district-label: Переписной участокъ № xyxy=(1081,640,1232,655)
row-roof[interactable] xyxy=(1543,918,1653,940)
body-text: ▬▬ ▬▬▬ ▬▬▬▬ ▬▬ ▬▬▬▬▬ ▬▬▬ ▬▬▬▬ ▬▬ ▬▬▬▬▬ ▬▬ ▬▬▬ ▬▬▬▬ ▬▬▬▬ ▬▬▬ ▬▬▬ ▬▬▬▬▬ ▬▬ ▬▬▬▬ ▬▬▬ ▬▬▬▬ ▬▬ ▬▬▬▬▬ ▬▬ xyxy=(158,743,579,783)
row-roof[interactable] xyxy=(1251,896,1361,918)
row-owner[interactable] xyxy=(1120,896,1251,918)
row-owner[interactable]: Герд Варова xyxy=(1120,874,1251,896)
row-roof[interactable] xyxy=(1543,962,1653,984)
owner-label: Кому принадлежитъ означенный поселокъ или на чьей землѣ находится? xyxy=(1081,755,1474,768)
table-row xyxy=(1374,896,1654,918)
district-numbers-row xyxy=(1081,627,1959,659)
section-title: 8. Приписанъ-ли здѣсь, а если не здѣсь, то гдѣ именно? xyxy=(194,1050,543,1065)
settlement-hint: (Владѣльческая усадьба, фабричный поселокъ, лѣсная сторожка, железнодорожная будка, мельница, усадьба священно или церковно-служителя, школа, и т. п.). Написать подробно названіе рода поселка xyxy=(1081,661,1959,687)
col-header-roof: Чѣмъ крыто. xyxy=(1251,850,1361,874)
households-value[interactable]: 2 xyxy=(1601,798,1724,830)
col-header-owner: Чье строеніе xyxy=(1120,850,1251,874)
table-row xyxy=(1082,874,1362,896)
body-text: ▬▬ ▬▬▬ ▬▬▬▬ ▬▬ ▬▬▬▬▬ ▬▬▬ ▬▬▬▬ ▬▬ ▬▬▬▬▬ ▬▬ ▬▬▬ ▬▬▬▬ ▬▬▬▬ ▬▬▬ ▬▬▬ ▬▬▬▬▬ ▬▬ ▬▬▬▬ ▬▬▬ ▬▬▬▬ ▬▬ ▬▬▬▬▬ ▬▬ ▬▬▬ ▬▬▬ ▬▬▬▬ ▬▬ ▬▬▬▬▬ ▬▬ ▬▬▬ ▬▬▬▬ ▬▬▬▬▬ ▬▬ ▬▬▬ ▬▬▬▬ ▬▬▬ ▬▬ ▬▬▬▬ ▬▬ ▬▬▬▬ ▬▬▬ ▬▬ ▬▬▬▬ ▬▬▬ ▬▬▬▬▬ ▬▬ ▬▬▬ ▬▬▬▬ ▬▬ ▬▬▬▬▬ ▬▬ ▬▬▬ ▬▬▬▬ ▬▬▬ ▬▬▬▬ ▬▬ ▬▬ ▬▬▬▬▬ ▬▬▬ ▬▬▬▬ ▬▬ ▬▬▬▬▬ ▬▬ ▬▬▬ ▬▬▬▬ ▬▬▬▬ ▬▬▬ ▬▬▬ ▬▬▬▬▬ ▬▬ ▬▬▬▬ ▬▬▬ ▬▬▬▬ ▬▬ ▬▬▬▬▬ ▬▬ ▬▬▬ ▬▬▬ ▬▬▬▬ ▬▬ ▬▬▬▬▬ ▬▬ ▬▬▬ ▬▬▬▬ ▬▬▬▬▬ ▬▬ ▬▬▬ ▬▬▬▬ ▬▬▬ ▬▬ ▬▬▬▬ ▬▬ ▬▬▬▬ ▬▬▬ ▬▬ ▬▬▬▬ ▬▬▬ ▬▬▬▬▬ ▬▬ ▬▬▬ ▬▬▬▬ ▬▬ ▬▬▬▬▬ ▬▬ ▬▬▬ ▬▬▬▬ ▬▬▬ ▬▬▬▬ ▬▬ ▬▬ ▬▬▬▬▬ ▬▬▬ ▬▬▬▬ ▬▬ ▬▬▬▬▬ ▬▬ ▬▬▬ ▬▬▬▬ ▬▬▬▬ ▬▬▬ ▬▬▬ ▬▬▬▬▬ ▬▬ ▬▬▬▬ ▬▬▬ ▬▬▬▬ ▬▬ ▬▬▬▬▬ ▬▬ ▬▬▬ ▬▬▬ ▬▬▬▬ ▬▬ ▬▬▬▬▬ ▬▬ ▬▬▬ ▬▬▬▬ ▬▬▬▬▬ ▬▬ ▬▬▬ ▬▬▬▬ ▬▬▬ ▬▬ ▬▬▬▬ xyxy=(158,1205,579,1408)
temporary-male-value[interactable]: 5 xyxy=(1624,1202,1787,1257)
signature-row xyxy=(1334,1274,1860,1305)
population-header-permanent: Постоянно живущаго здѣсь населенія. xyxy=(1382,1047,1624,1081)
district-value[interactable]: Бердичевскій xyxy=(1723,562,1911,593)
signature-label: Подпись счетчика, собиравшаго свѣдѣнія xyxy=(1334,1286,1590,1301)
handwritten-corner-number: 84 xyxy=(1931,123,1980,168)
settlement-row xyxy=(1081,660,1959,688)
population-desc-total: Здѣсь проставляется итогъ всѣхъ тѣхъ лицъ, противъ которыхъ въ 10-й графѣ проведена черта, а также тѣхъ, противъ коихъ отмѣчено «врем. преб.» со знакомъ V. xyxy=(1082,1081,1382,1173)
col-header-number: № по порядку xyxy=(1082,850,1121,874)
printer-footer-left: ТИПЪ. ВЛАДИМІРСКАЯ МАНУФАКТУРА xyxy=(123,1614,290,1624)
table-row xyxy=(1082,962,1362,984)
